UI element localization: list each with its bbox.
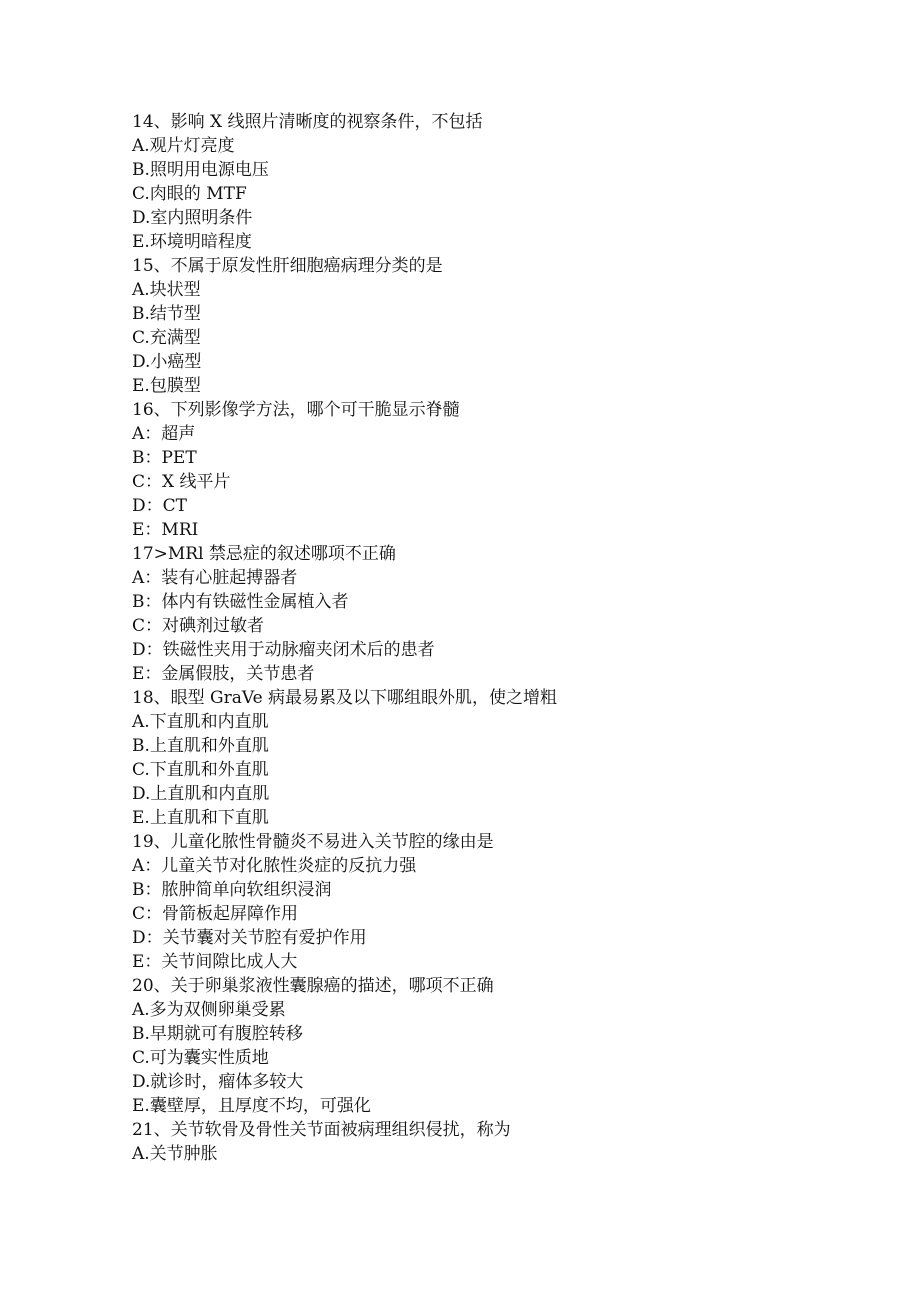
question-stem: 15、不属于原发性肝细胞癌病理分类的是 [132, 256, 443, 276]
question-stem: 18、眼型 GraVe 病最易累及以下哪组眼外肌，使之增粗 [132, 688, 558, 708]
option-a: A：装有心脏起搏器者 [132, 568, 298, 588]
question-stem: 17>MRl 禁忌症的叙述哪项不正确 [132, 544, 396, 564]
option-d: D：关节囊对关节腔有爱护作用 [132, 928, 367, 948]
option-d: D：铁磁性夹用于动脉瘤夹闭术后的患者 [132, 640, 435, 660]
question-list [132, 110, 832, 1166]
option-a: A.观片灯亮度 [132, 136, 235, 156]
option-d: D.小癌型 [132, 352, 202, 372]
question-16 [132, 398, 832, 542]
question-19 [132, 830, 832, 974]
option-b: B：体内有铁磁性金属植入者 [132, 592, 349, 612]
option-c: C.肉眼的 MTF [132, 184, 247, 204]
question-21 [132, 1118, 832, 1166]
option-e: E.环境明暗程度 [132, 232, 252, 252]
question-stem: 20、关于卵巢浆液性囊腺癌的描述，哪项不正确 [132, 976, 494, 996]
option-d: D.上直肌和内直肌 [132, 784, 270, 804]
option-a: A.多为双侧卵巢受累 [132, 1000, 286, 1020]
question-stem: 14、影响 X 线照片清晰度的视察条件，不包括 [132, 112, 483, 132]
option-d: D.就诊时，瘤体多较大 [132, 1072, 304, 1092]
option-d: D.室内照明条件 [132, 208, 253, 228]
option-b: B.早期就可有腹腔转移 [132, 1024, 303, 1044]
option-b: B.结节型 [132, 304, 201, 324]
option-c: C：骨箭板起屏障作用 [132, 904, 299, 924]
option-c: C.可为囊实性质地 [132, 1048, 269, 1068]
question-stem: 19、儿童化脓性骨髓炎不易进入关节腔的缘由是 [132, 832, 494, 852]
question-18 [132, 686, 832, 830]
option-b: B：PET [132, 448, 197, 468]
option-c: C：X 线平片 [132, 472, 231, 492]
option-c: C.下直肌和外直肌 [132, 760, 269, 780]
question-15 [132, 254, 832, 398]
option-a: A.关节肿胀 [132, 1144, 218, 1164]
option-e: E：MRI [132, 520, 199, 540]
option-b: B：脓肿简单向软组织浸润 [132, 880, 332, 900]
option-c: C.充满型 [132, 328, 201, 348]
question-17 [132, 542, 832, 686]
option-a: A：儿童关节对化脓性炎症的反抗力强 [132, 856, 417, 876]
option-e: E：关节间隙比成人大 [132, 952, 298, 972]
option-a: A.下直肌和内直肌 [132, 712, 269, 732]
option-e: E.囊壁厚，且厚度不均，可强化 [132, 1096, 371, 1116]
question-14 [132, 110, 832, 254]
question-20 [132, 974, 832, 1118]
option-c: C：对碘剂过敏者 [132, 616, 265, 636]
option-a: A.块状型 [132, 280, 201, 300]
option-a: A：超声 [132, 424, 196, 444]
option-b: B.上直肌和外直肌 [132, 736, 269, 756]
question-stem: 21、关节软骨及骨性关节面被病理组织侵扰，称为 [132, 1120, 511, 1140]
option-b: B.照明用电源电压 [132, 160, 269, 180]
option-e: E：金属假肢，关节患者 [132, 664, 315, 684]
option-d: D：CT [132, 496, 187, 516]
option-e: E.包膜型 [132, 376, 201, 396]
option-e: E.上直肌和下直肌 [132, 808, 269, 828]
question-stem: 16、下列影像学方法，哪个可干脆显示脊髓 [132, 400, 460, 420]
